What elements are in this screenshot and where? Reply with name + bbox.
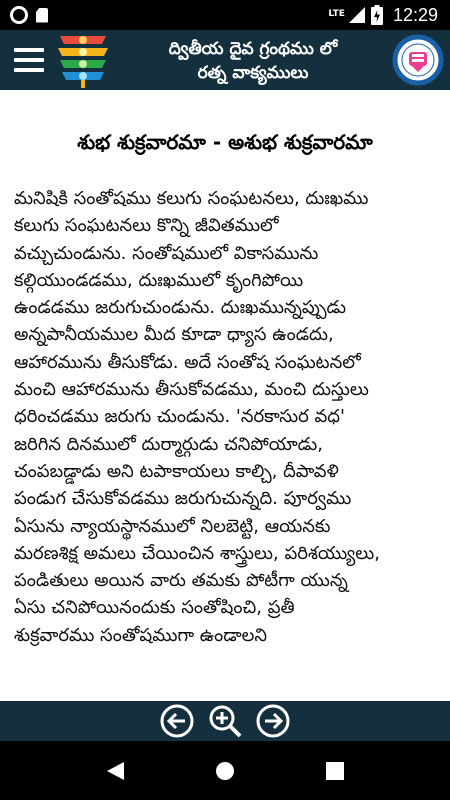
- article-title: శుభ శుక్రవారమా - అశుభ శుక్రవారమా: [77, 130, 373, 154]
- article-content[interactable]: [0, 90, 450, 701]
- menu-line-icon: [14, 48, 44, 52]
- status-time: 12:29: [392, 4, 438, 25]
- back-icon: [104, 760, 126, 782]
- publisher-seal-icon: [392, 34, 444, 86]
- menu-line-icon: [14, 58, 44, 62]
- app-header: [0, 30, 450, 90]
- header-title-line1: ద్వితీయ దైవ గ్రంథము లో: [168, 39, 338, 59]
- zoom-in-icon: [207, 703, 243, 739]
- article-body: మనిషికి సంతోషము కలుగు సంఘటనలు, దుఃఖము కలుగు సంఘటనలు కొన్ని జీవితములో వచ్చుచుండును. సంతోషములో వికాసమును కల్గియుండడము, దుఃఖములో కృంగిపోయి ఉండడము జరుగుచుండును. దుఃఖమున్నప్పుడు అన్నపానీయముల మీద కూడా ధ్యాస ఉండదు, ఆహారమును తీసుకోడు. అదే సంతోష సంఘటనలో మంచి ఆహారమును తీసుకోవడము, మంచి దుస్తులు ధరించడము జరుగు చుండును. 'నరకాసుర వధ' జరిగిన దినములో దుర్మార్గుడు చనిపోయాడు, చంపబడ్డాడు అని టపాకాయలు కాల్చి, దీపావళి పండుగ చేసుకోవడము జరుగుచున్నది. పూర్వము ఏసును న్యాయస్థానములో నిలబెట్టి, ఆయనకు మరణశిక్ష అమలు చేయించిన శాస్త్రులు, పరిశయ్యులు, పండితులు అయిన వారు తమకు పోటీగా యున్న ఏసు చనిపోయినందుకు సంతోషించి, ప్రతీ శుక్రవారము సంతోషముగా ఉండాలని: [14, 188, 380, 646]
- next-button[interactable]: [255, 703, 291, 739]
- notification-circle-icon: [10, 6, 28, 24]
- sd-card-icon: [36, 8, 48, 23]
- app-logo-stack-icon: [52, 32, 114, 88]
- zoom-in-button[interactable]: [207, 703, 243, 739]
- nav-back-button[interactable]: [100, 756, 130, 786]
- previous-button[interactable]: [159, 703, 195, 739]
- menu-line-icon: [14, 68, 44, 72]
- arrow-left-icon: [160, 704, 194, 738]
- nav-home-button[interactable]: [210, 756, 240, 786]
- header-title-line2: రత్న వాక్యములు: [197, 63, 309, 83]
- home-icon: [214, 760, 236, 782]
- header-title: [114, 35, 392, 85]
- hamburger-menu-button[interactable]: [0, 30, 50, 90]
- network-type-label: LTE: [328, 8, 345, 19]
- system-nav-bar: [0, 741, 450, 800]
- nav-recents-button[interactable]: [320, 756, 350, 786]
- status-bar: [0, 0, 450, 30]
- battery-icon: [371, 5, 383, 25]
- arrow-right-icon: [256, 704, 290, 738]
- bottom-toolbar: [0, 701, 450, 741]
- recents-icon: [325, 761, 345, 781]
- signal-icon: [349, 7, 365, 23]
